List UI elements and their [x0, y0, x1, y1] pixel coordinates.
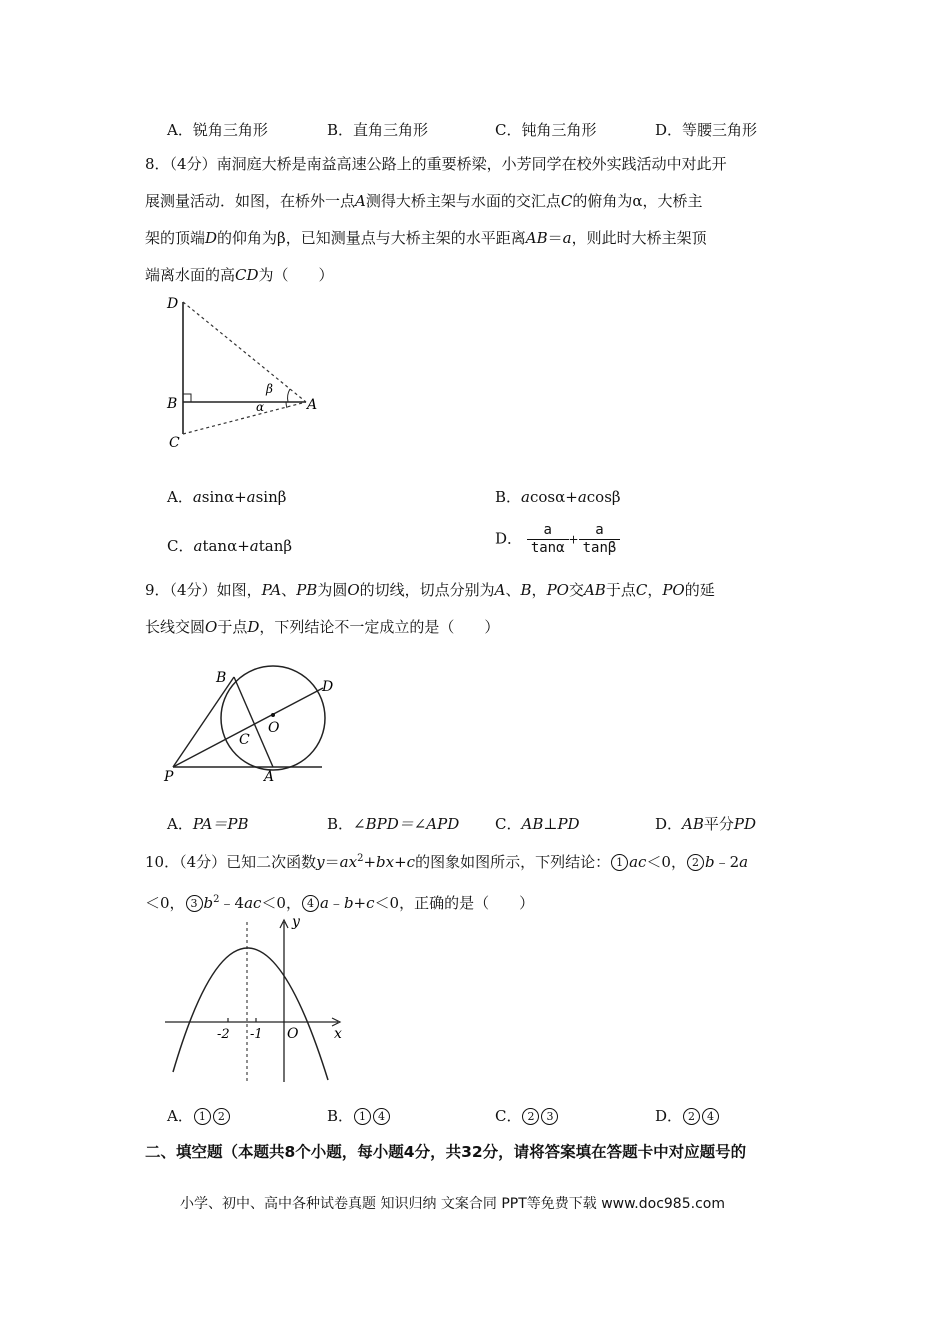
text: sinβ — [255, 488, 287, 506]
text: 的图象如图所示，下列结论： — [415, 853, 611, 871]
option-label: D． — [655, 815, 683, 833]
text: cosα+ — [529, 488, 578, 506]
option-label: D． — [655, 1107, 683, 1125]
q10-score: （4分） — [179, 853, 227, 871]
q9-fig-label-a: A — [264, 769, 275, 785]
q10-option-b — [327, 1105, 391, 1126]
var: PD — [733, 815, 757, 833]
q9-option-a — [167, 813, 249, 834]
var: c — [406, 853, 416, 871]
var: a — [193, 537, 203, 555]
var: D — [247, 618, 260, 636]
option-label: C． — [495, 815, 522, 833]
q8-figure — [160, 292, 330, 452]
q10-option-a — [167, 1105, 231, 1126]
var: PO — [662, 581, 685, 599]
q8-var: a — [562, 229, 572, 247]
var: a — [319, 894, 329, 912]
q10-number: 10． — [145, 853, 180, 871]
q8-text: 端离水面的高 — [145, 266, 236, 284]
text: 于点 — [605, 581, 636, 599]
text: 的切线，切点分别为 — [359, 581, 495, 599]
text: + — [394, 853, 407, 871]
page-footer: 小学、初中、高中各种试卷真题 知识归纳 文案合同 PPT等免费下载 www.doc985.com — [180, 1196, 725, 1212]
var: y — [316, 853, 325, 871]
text: ＝ — [324, 853, 340, 871]
q8-text: ，则此时大桥主架顶 — [571, 229, 707, 247]
q8-option-a — [167, 486, 286, 507]
q8-var: D — [205, 229, 218, 247]
var: O — [205, 618, 218, 636]
q9-fig-label-c: C — [239, 732, 250, 748]
var: a — [192, 488, 202, 506]
section-heading: 二、填空题（本题共8个小题，每小题4分，共32分，请将答案填在答题卡中对应题号的 — [145, 1143, 747, 1161]
q8-fig-alpha-arc — [286, 402, 287, 408]
text: 交 — [568, 581, 584, 599]
numerator: a — [595, 522, 604, 538]
circled-number: 2 — [687, 854, 704, 871]
q8-text-line1: 南洞庭大桥是南益高速公路上的重要桥梁，小芳同学在校外实践活动中对此开 — [216, 155, 727, 173]
q8-text: 展测量活动．如图，在桥外一点 — [145, 192, 356, 210]
option-label: B． — [495, 488, 522, 506]
var: C — [635, 581, 648, 599]
var: a — [246, 488, 256, 506]
var: ac — [244, 894, 262, 912]
text: ＜0， — [145, 894, 185, 912]
text: ＜0，正确的是（ ） — [374, 894, 535, 912]
option-label: A． — [167, 488, 193, 506]
text: cosβ — [586, 488, 621, 506]
q10-fig-label-minus1: -1 — [250, 1027, 263, 1042]
text: + — [353, 894, 367, 912]
var: ax — [339, 853, 358, 871]
q8-text: 的仰角为β，已知测量点与大桥主架的水平距离 — [217, 229, 526, 247]
q8-score: （4分） — [169, 155, 217, 173]
q10-fig-label-y: y — [292, 914, 300, 930]
q8-fig-ac-line — [183, 402, 306, 434]
var: O — [347, 581, 360, 599]
q9-stem — [145, 572, 805, 646]
q7-option-b: B．直角三角形 — [327, 121, 429, 139]
option-label: D． — [495, 529, 523, 548]
q8-fig-label-alpha: α — [256, 400, 265, 414]
exponent: 2 — [357, 853, 364, 864]
q8-fig-label-beta: β — [266, 382, 273, 396]
q8-option-b — [495, 486, 621, 507]
text: ﹣4 — [219, 894, 245, 912]
q10-fig-label-o: O — [287, 1026, 299, 1042]
text: ，下列结论不一定成立的是（ ） — [259, 618, 500, 636]
var: a — [249, 537, 259, 555]
var: AB — [682, 815, 704, 833]
circled-number: 1 — [194, 1108, 211, 1125]
q8-fig-label-c: C — [169, 435, 180, 451]
q10-figure — [160, 910, 355, 1088]
q7-option-c: C．钝角三角形 — [495, 121, 597, 139]
circled-number: 2 — [213, 1108, 230, 1125]
option-text: ∠BPD＝∠APD — [353, 815, 460, 833]
option-label: B． — [327, 815, 354, 833]
option-label: A． — [167, 815, 193, 833]
var: a — [521, 488, 530, 506]
q10-fig-label-minus2: -2 — [217, 1027, 230, 1042]
text: ， — [647, 581, 663, 599]
text: 、 — [281, 581, 297, 599]
circled-number: 1 — [611, 854, 628, 871]
denominator: tanβ — [579, 539, 621, 557]
exponent: 2 — [213, 894, 220, 905]
option-label: B． — [327, 1107, 354, 1125]
text: 的延 — [684, 581, 715, 599]
fraction-2 — [579, 522, 621, 557]
q8-option-d — [495, 522, 620, 557]
q8-text: 测得大桥主架与水面的交汇点 — [365, 192, 561, 210]
denominator: tanα — [527, 539, 569, 557]
q10-fig-label-x: x — [334, 1026, 342, 1042]
option-text: AB⊥PD — [521, 815, 580, 833]
text: 如图， — [216, 581, 262, 599]
q9-fig-pd-line — [173, 688, 323, 767]
q9-option-c — [495, 813, 580, 834]
circled-number: 2 — [522, 1108, 539, 1125]
q10-option-d — [655, 1105, 720, 1126]
var: b — [203, 894, 214, 912]
text: 已知二次函数 — [226, 853, 317, 871]
text: ﹣2 — [714, 853, 740, 871]
q8-fig-right-angle — [183, 394, 191, 402]
plus-sign: + — [568, 532, 579, 547]
text: 平分 — [703, 815, 734, 833]
q8-fig-ad-line — [183, 302, 306, 402]
q8-var: A — [355, 192, 366, 210]
text: tanα+ — [202, 537, 250, 555]
q9-option-b — [327, 813, 459, 834]
var: PB — [296, 581, 318, 599]
var: c — [366, 894, 375, 912]
circled-number: 3 — [541, 1108, 558, 1125]
q8-var: C — [560, 192, 573, 210]
q8-stem — [145, 146, 805, 294]
circled-number: 4 — [302, 895, 319, 912]
q8-option-c — [167, 535, 292, 556]
text: + — [363, 853, 377, 871]
option-label: A． — [167, 1107, 193, 1125]
q10-option-c — [495, 1105, 559, 1126]
var: ac — [629, 853, 647, 871]
text: sinα+ — [201, 488, 247, 506]
q9-fig-pb-line — [173, 677, 234, 767]
q8-number: 8． — [145, 155, 170, 173]
q8-var: CD — [235, 266, 259, 284]
var: B — [520, 581, 532, 599]
numerator: a — [543, 522, 552, 538]
text: ﹣ — [328, 894, 344, 912]
q8-text: ＝ — [547, 229, 563, 247]
q8-var: AB — [525, 229, 548, 247]
circled-number: 4 — [702, 1108, 719, 1125]
text: 为圆 — [317, 581, 348, 599]
var: AB — [583, 581, 606, 599]
var: bx — [376, 853, 395, 871]
var: b — [704, 853, 715, 871]
text: 长线交圆 — [145, 618, 206, 636]
q8-text: 架的顶端 — [145, 229, 206, 247]
circled-number: 4 — [373, 1108, 390, 1125]
text: 于点 — [217, 618, 248, 636]
q8-fig-label-b: B — [167, 396, 178, 412]
q8-text: 的俯角为α，大桥主 — [572, 192, 703, 210]
q8-fig-label-a: A — [307, 397, 318, 413]
circled-number: 1 — [354, 1108, 371, 1125]
var: a — [739, 853, 749, 871]
q8-text: 为（ ） — [258, 266, 334, 284]
q8-fig-beta-arc — [288, 389, 290, 402]
q9-figure — [160, 655, 340, 785]
var: b — [343, 894, 354, 912]
option-text: PA＝PB — [192, 815, 249, 833]
q9-fig-label-o: O — [268, 720, 280, 736]
text: 、 — [505, 581, 521, 599]
var: PA — [261, 581, 282, 599]
q9-fig-label-p: P — [164, 769, 174, 785]
text: ， — [531, 581, 547, 599]
q7-option-d: D．等腰三角形 — [655, 121, 758, 139]
text: tanβ — [258, 537, 293, 555]
q10-fig-parabola — [173, 948, 328, 1080]
option-label: C． — [167, 537, 194, 555]
q9-score: （4分） — [169, 581, 217, 599]
fraction-1 — [527, 522, 569, 557]
circled-number: 2 — [683, 1108, 700, 1125]
q9-option-d — [655, 813, 756, 834]
var: PO — [546, 581, 569, 599]
text: ＜0， — [261, 894, 301, 912]
var: A — [494, 581, 506, 599]
q9-fig-label-b: B — [216, 670, 227, 686]
text: ＜0， — [646, 853, 686, 871]
q8-fig-label-d: D — [167, 296, 179, 312]
q7-option-a: A．锐角三角形 — [167, 121, 268, 139]
option-label: C． — [495, 1107, 522, 1125]
q9-fig-center-dot — [271, 713, 275, 717]
q9-fig-label-d: D — [322, 679, 334, 695]
q9-number: 9． — [145, 581, 170, 599]
circled-number: 3 — [186, 895, 203, 912]
var: a — [577, 488, 587, 506]
